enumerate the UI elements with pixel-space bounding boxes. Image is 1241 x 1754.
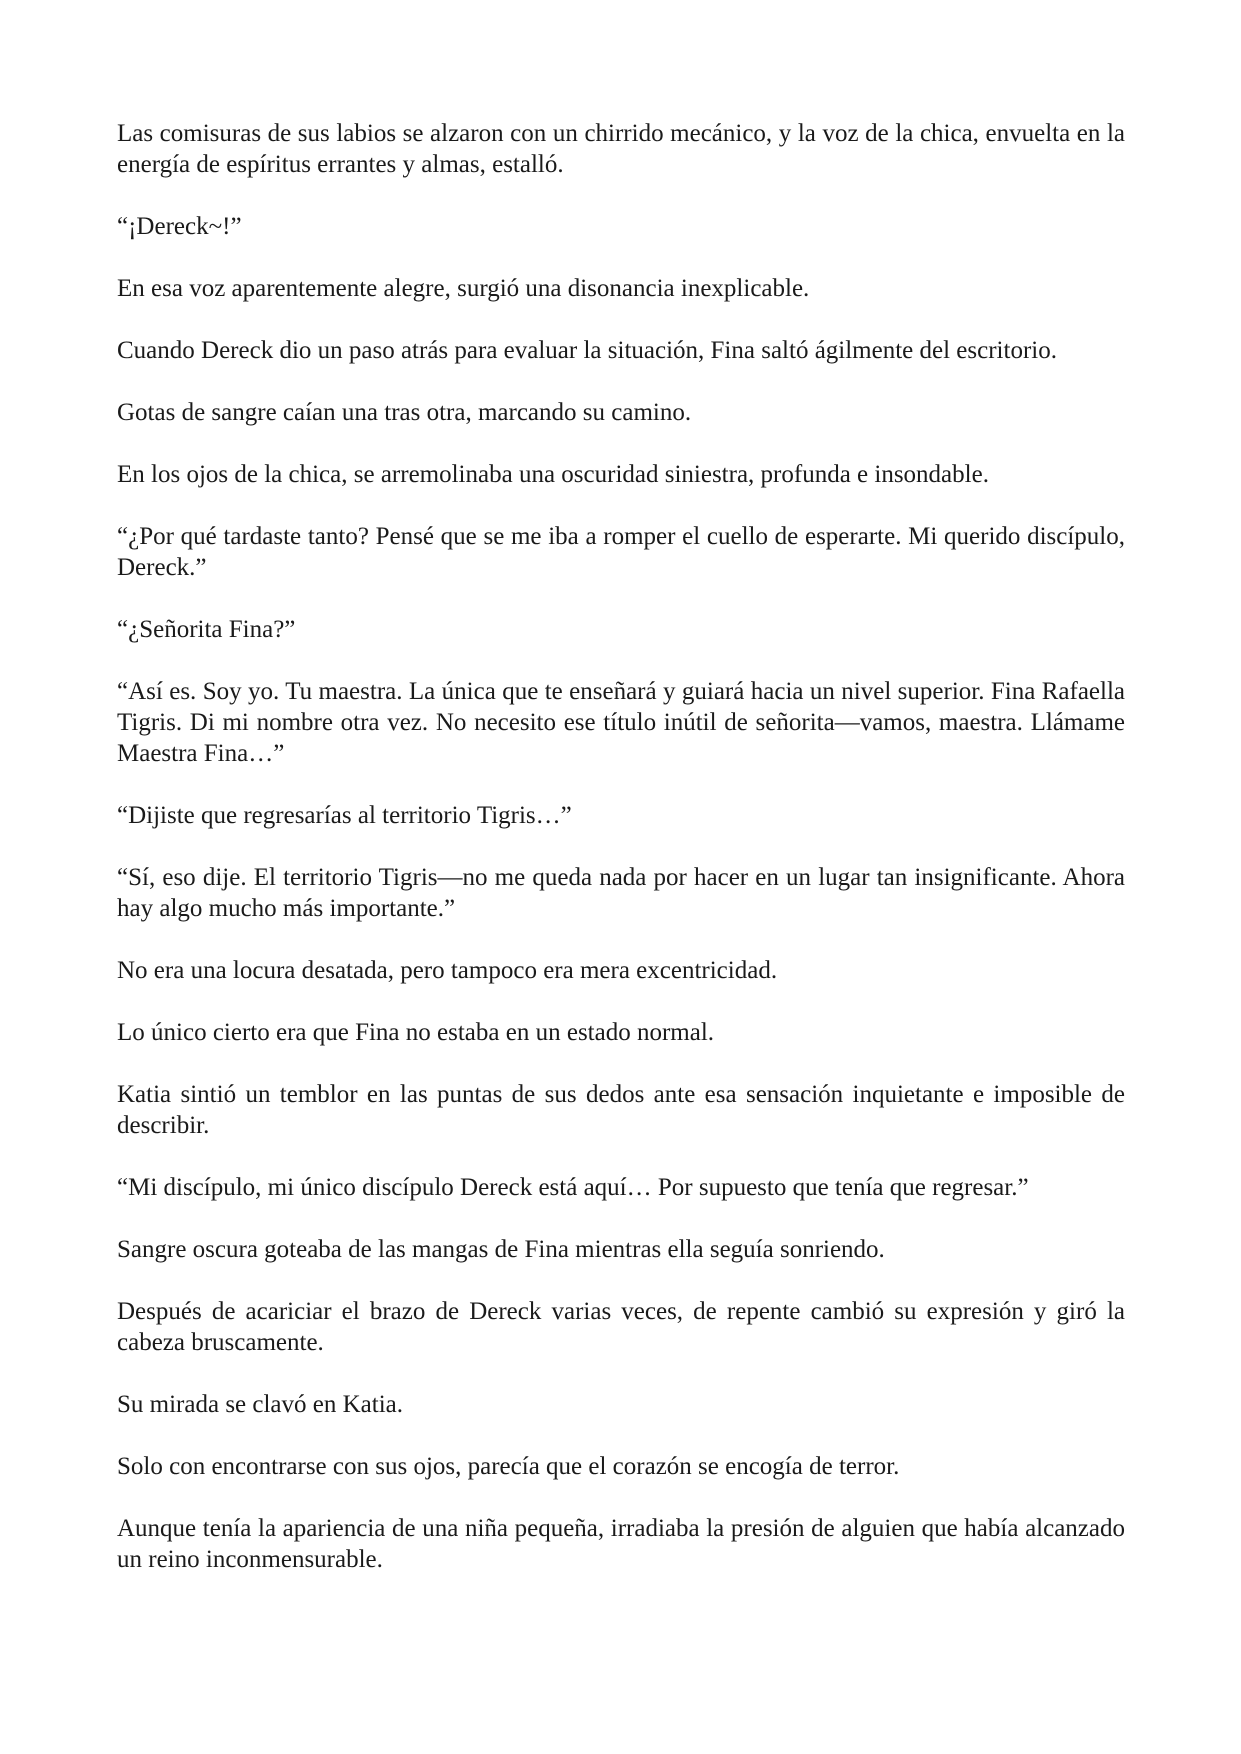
paragraph: Solo con encontrarse con sus ojos, parecía que el corazón se encogía de terror.: [117, 1453, 900, 1480]
paragraph: Katia sintió un temblor en las puntas de sus dedos ante esa sensación inquietante e imposible de describir.: [117, 1081, 1125, 1139]
paragraph: Cuando Dereck dio un paso atrás para evaluar la situación, Fina saltó ágilmente del escritorio.: [117, 337, 1057, 364]
paragraph: En esa voz aparentemente alegre, surgió una disonancia inexplicable.: [117, 275, 810, 302]
paragraph: Su mirada se clavó en Katia.: [117, 1391, 404, 1418]
paragraph: Aunque tenía la apariencia de una niña pequeña, irradiaba la presión de alguien que había alcanzado un reino inconmensurable.: [117, 1515, 1125, 1573]
paragraph: No era una locura desatada, pero tampoco era mera excentricidad.: [117, 957, 778, 984]
paragraph: “Así es. Soy yo. Tu maestra. La única que te enseñará y guiará hacia un nivel superior. Fina Rafaella Tigris. Di mi nombre otra vez. No necesito ese título inútil de señorita—vamos, maestra. Llámame Maestra Fina…”: [117, 678, 1125, 767]
paragraph: “Sí, eso dije. El territorio Tigris—no me queda nada por hacer en un lugar tan insignificante. Ahora hay algo mucho más importante.”: [117, 864, 1125, 922]
paragraph: En los ojos de la chica, se arremolinaba una oscuridad siniestra, profunda e insondable.: [117, 461, 989, 488]
paragraph: “Dijiste que regresarías al territorio Tigris…”: [117, 802, 572, 829]
paragraph: Sangre oscura goteaba de las mangas de Fina mientras ella seguía sonriendo.: [117, 1236, 885, 1263]
paragraph: “¿Señorita Fina?”: [117, 616, 296, 643]
paragraph: Después de acariciar el brazo de Dereck varias veces, de repente cambió su expresión y giró la cabeza bruscamente.: [117, 1298, 1125, 1356]
paragraph: “¿Por qué tardaste tanto? Pensé que se me iba a romper el cuello de esperarte. Mi querido discípulo, Dereck.”: [117, 523, 1125, 581]
document-body: [117, 118, 1125, 1606]
paragraph: Lo único cierto era que Fina no estaba en un estado normal.: [117, 1019, 715, 1046]
paragraph: Las comisuras de sus labios se alzaron con un chirrido mecánico, y la voz de la chica, envuelta en la energía de espíritus errantes y almas, estalló.: [117, 120, 1125, 178]
paragraph: “Mi discípulo, mi único discípulo Dereck está aquí… Por supuesto que tenía que regresar.”: [117, 1174, 1029, 1201]
paragraph: Gotas de sangre caían una tras otra, marcando su camino.: [117, 399, 692, 426]
paragraph: “¡Dereck~!”: [117, 213, 242, 240]
